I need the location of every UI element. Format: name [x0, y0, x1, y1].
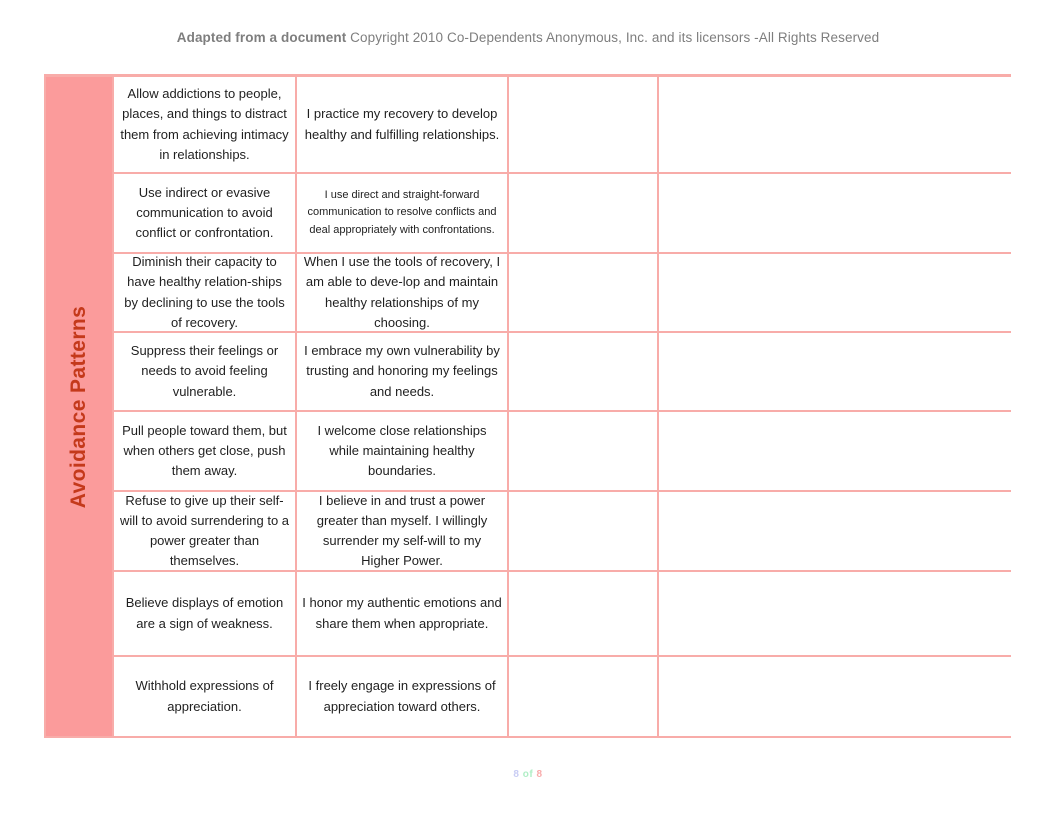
- blank-cell-wide: [659, 333, 1011, 412]
- side-header-label: Avoidance Patterns: [67, 305, 90, 508]
- blank-cell-narrow: [509, 412, 659, 492]
- recovery-cell: I believe in and trust a power greater than myself. I willingly surrender my self-will to my Higher Power.: [297, 492, 509, 572]
- recovery-cell: When I use the tools of recovery, I am able to deve-lop and maintain healthy relationships of my choosing.: [297, 254, 509, 333]
- page-number-total: 8: [536, 769, 543, 780]
- blank-cell-wide: [659, 174, 1011, 254]
- blank-cell-wide: [659, 657, 1011, 736]
- copyright-notice-bold: Adapted from a document: [176, 30, 347, 45]
- blank-cell-narrow: [509, 657, 659, 736]
- pattern-cell: Refuse to give up their self-will to avoid surrendering to a power greater than themselves.: [114, 492, 297, 572]
- recovery-cell: I use direct and straight-forward communication to resolve conflicts and deal appropriately with confrontations.: [297, 174, 509, 254]
- copyright-notice-rest: Copyright 2010 Co-Dependents Anonymous, Inc. and its licensors -All Rights Reserved: [346, 30, 880, 45]
- copyright-notice: [0, 30, 1056, 45]
- pattern-cell: Withhold expressions of appreciation.: [114, 657, 297, 736]
- blank-cell-narrow: [509, 492, 659, 572]
- page-number-separator: of: [522, 769, 534, 780]
- blank-cell-narrow: [509, 572, 659, 657]
- recovery-cell: I honor my authentic emotions and share them when appropriate.: [297, 572, 509, 657]
- pattern-cell: Use indirect or evasive communication to avoid conflict or confrontation.: [114, 174, 297, 254]
- pattern-cell: Suppress their feelings or needs to avoid feeling vulnerable.: [114, 333, 297, 412]
- blank-cell-narrow: [509, 254, 659, 333]
- avoidance-patterns-table: [44, 74, 1011, 738]
- blank-cell-wide: [659, 254, 1011, 333]
- blank-cell-wide: [659, 572, 1011, 657]
- pattern-cell: Believe displays of emotion are a sign of weakness.: [114, 572, 297, 657]
- pattern-cell: Diminish their capacity to have healthy relation-ships by declining to use the tools of recovery.: [114, 254, 297, 333]
- recovery-cell: I embrace my own vulnerability by trusting and honoring my feelings and needs.: [297, 333, 509, 412]
- blank-cell-narrow: [509, 77, 659, 174]
- table-side-header: [46, 77, 114, 736]
- recovery-cell: I practice my recovery to develop healthy and fulfilling relationships.: [297, 77, 509, 174]
- recovery-cell: I freely engage in expressions of appreciation toward others.: [297, 657, 509, 736]
- blank-cell-wide: [659, 492, 1011, 572]
- pattern-cell: Pull people toward them, but when others get close, push them away.: [114, 412, 297, 492]
- blank-cell-wide: [659, 77, 1011, 174]
- blank-cell-narrow: [509, 174, 659, 254]
- page-number: [0, 769, 1056, 780]
- blank-cell-narrow: [509, 333, 659, 412]
- recovery-cell: I welcome close relationships while maintaining healthy boundaries.: [297, 412, 509, 492]
- blank-cell-wide: [659, 412, 1011, 492]
- pattern-cell: Allow addictions to people, places, and things to distract them from achieving intimacy in relationships.: [114, 77, 297, 174]
- page-number-current: 8: [513, 769, 520, 780]
